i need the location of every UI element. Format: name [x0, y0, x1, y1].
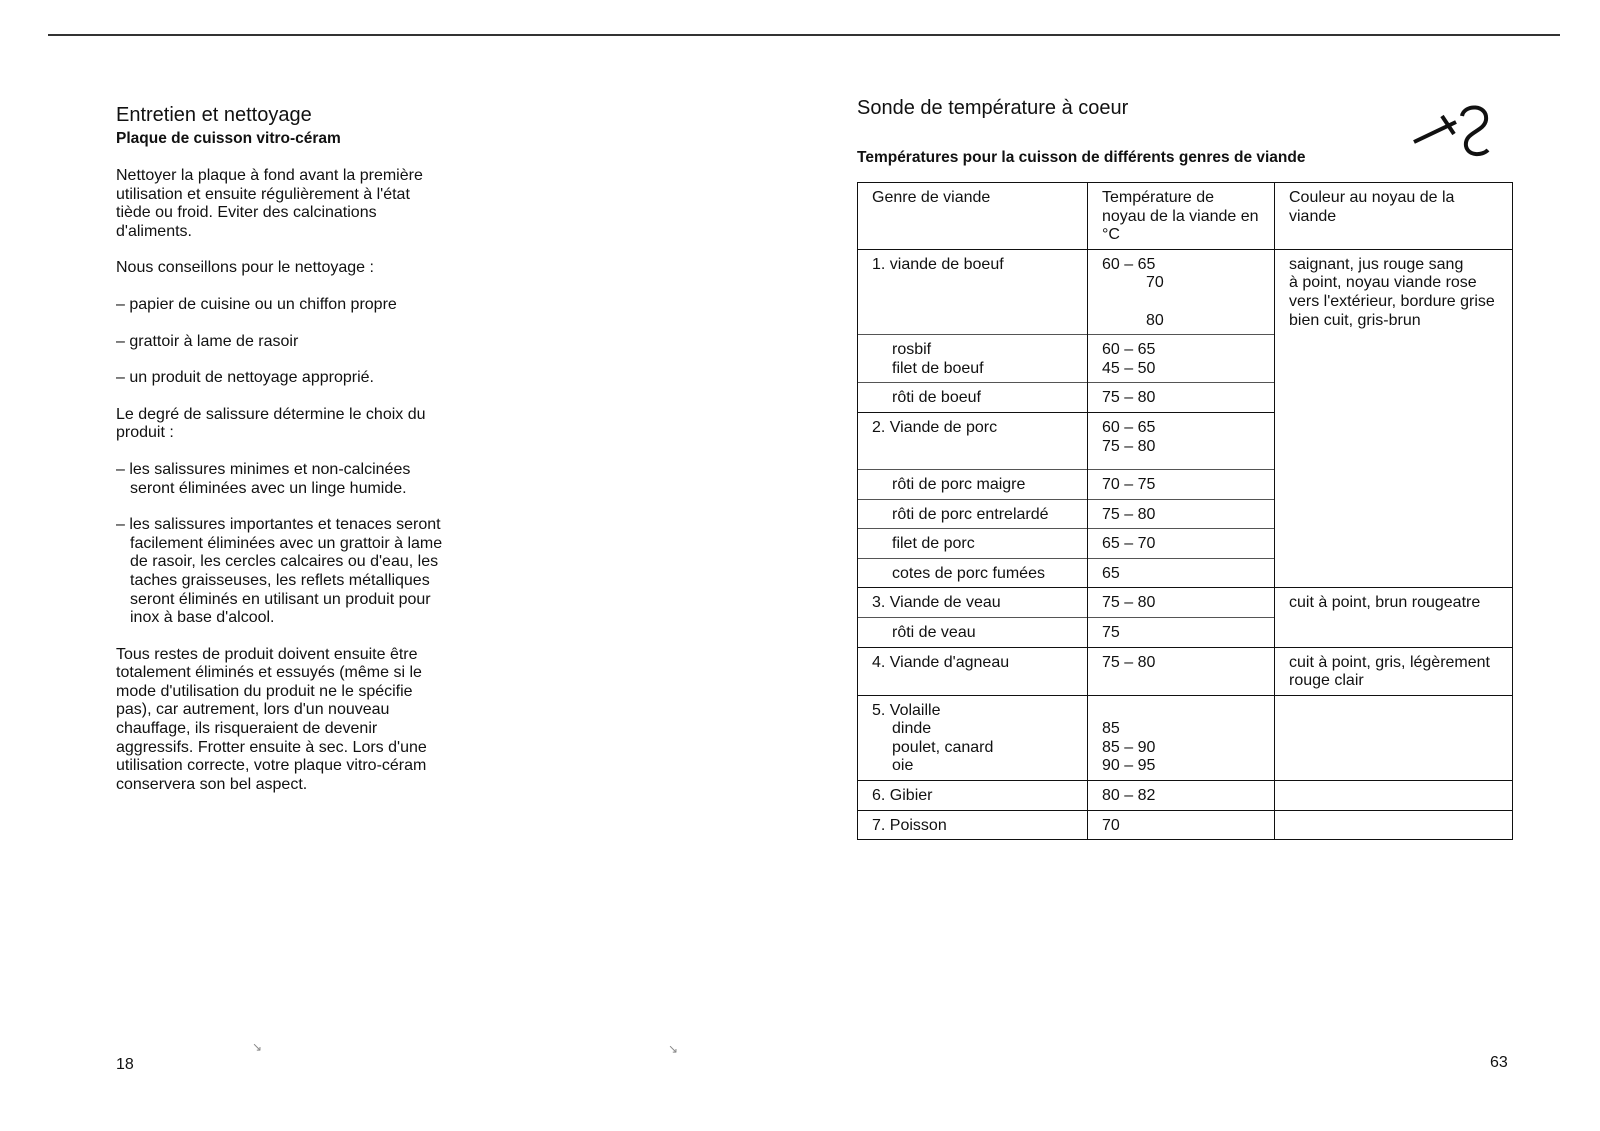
page-number-left: 18 — [116, 1056, 134, 1073]
paragraph-residue: Tous restes de produit doivent ensuite être totalement éliminés et essuyés (même si le mode d'utilisation du produit ne le spécifie pas), car autrement, lors d'un nouveau chauffage, ils risqueraient de devenir aggressifs. Frotter ensuite à sec. Lors d'une utilisation correcte, votre plaque vitro-céram conservera son bel aspect. — [116, 645, 427, 793]
color-cell-empty — [1275, 810, 1513, 840]
temperature-cell: 75 – 80 — [1088, 499, 1275, 529]
meat-name: 2. Viande de porc — [858, 412, 1088, 469]
bullet-product: – un produit de nettoyage approprié. — [116, 369, 374, 387]
color-cell-porc-spacer — [1275, 469, 1513, 587]
page-number-right: 63 — [1490, 1054, 1508, 1071]
meat-name: rôti de veau — [858, 617, 1088, 647]
temperature-cell: 65 — [1088, 558, 1275, 588]
temperature-cell: 70 — [1088, 810, 1275, 840]
header-temperature: Température de noyau de la viande en °C — [1088, 183, 1275, 250]
table-row — [858, 647, 1513, 695]
table-row — [858, 469, 1513, 499]
left-page-title: Entretien et nettoyage — [116, 104, 312, 126]
paragraph-dirt-degree: Le degré de salissure détermine le choix du produit : — [116, 405, 426, 442]
temperature-cell: 65 – 70 — [1088, 529, 1275, 559]
left-page-subtitle: Plaque de cuisson vitro-céram — [116, 130, 341, 147]
temperature-cell: 85 85 – 90 90 – 95 — [1088, 695, 1275, 780]
temperature-cell: 60 – 65 45 – 50 — [1088, 335, 1275, 383]
scan-mark: ↘ — [668, 1042, 679, 1056]
temperature-cell: 80 – 82 — [1088, 781, 1275, 811]
meat-name: 3. Viande de veau — [858, 588, 1088, 618]
table-row — [858, 781, 1513, 811]
meat-name: rôti de porc maigre — [858, 469, 1088, 499]
left-page — [116, 103, 446, 812]
color-cell: cuit à point, brun rougeatre — [1275, 588, 1513, 647]
meat-name: 7. Poisson — [858, 810, 1088, 840]
paragraph-advice: Nous conseillons pour le nettoyage : — [116, 259, 374, 277]
header-genre: Genre de viande — [858, 183, 1088, 250]
meat-name: 5. Volaille dinde poulet, canard oie — [858, 695, 1088, 780]
color-cell: saignant, jus rouge sang à point, noyau viande rose vers l'extérieur, bordure grise bien cuit, gris-brun — [1275, 249, 1513, 469]
temperature-cell: 75 – 80 — [1088, 647, 1275, 695]
meat-probe-icon — [1412, 102, 1494, 164]
table-row — [858, 695, 1513, 780]
paragraph-intro: Nettoyer la plaque à fond avant la première utilisation et ensuite régulièrement à l'état tiède ou froid. Eviter des calcinations d'aliments. — [116, 167, 423, 240]
temperature-cell: 75 – 80 — [1088, 588, 1275, 618]
color-cell: cuit à point, gris, légèrement rouge clair — [1275, 647, 1513, 695]
table-title: Températures pour la cuisson de différents genres de viande — [857, 149, 1306, 166]
scan-mark: ↘ — [252, 1040, 263, 1054]
table-row — [858, 588, 1513, 618]
temperature-cell: 75 – 80 — [1088, 383, 1275, 413]
color-cell-empty — [1275, 695, 1513, 780]
table-row — [858, 810, 1513, 840]
color-cell-empty — [1275, 781, 1513, 811]
meat-name: rôti de porc entrelardé — [858, 499, 1088, 529]
header-color: Couleur au noyau de la viande — [1275, 183, 1513, 250]
meat-name: 4. Viande d'agneau — [858, 647, 1088, 695]
meat-name: filet de porc — [858, 529, 1088, 559]
table-row — [858, 249, 1513, 334]
temperature-cell: 70 – 75 — [1088, 469, 1275, 499]
right-page-title: Sonde de température à coeur — [857, 97, 1129, 119]
meat-name: 6. Gibier — [858, 781, 1088, 811]
temperature-cell: 60 – 65 70 80 — [1088, 249, 1275, 334]
meat-name: cotes de porc fumées — [858, 558, 1088, 588]
bullet-major-dirt: – les salissures importantes et tenaces seront facilement éliminées avec un grattoir à lame de rasoir, les cercles calcaires ou d'eau, les taches graisseuses, les reflets métalliques seront éliminés en utilisant un produit pour inox à base d'alcool. — [116, 516, 443, 627]
bullet-minor-dirt: – les salissures minimes et non-calcinées seront éliminées avec un linge humide. — [116, 460, 411, 497]
temperature-cell: 75 — [1088, 617, 1275, 647]
top-rule — [48, 34, 1560, 36]
meat-name: rôti de boeuf — [858, 383, 1088, 413]
meat-name: rosbif filet de boeuf — [858, 335, 1088, 383]
meat-name: 1. viande de boeuf — [858, 249, 1088, 334]
bullet-paper: – papier de cuisine ou un chiffon propre — [116, 295, 397, 313]
meat-temperature-table — [857, 182, 1513, 840]
temperature-cell: 60 – 65 75 – 80 — [1088, 412, 1275, 469]
bullet-scraper: – grattoir à lame de rasoir — [116, 332, 299, 350]
